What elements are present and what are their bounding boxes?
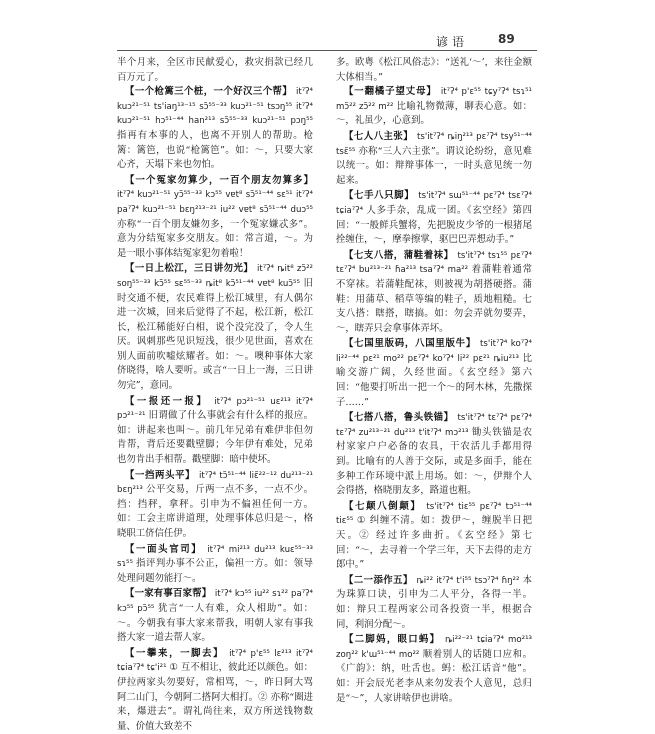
dictionary-entry [336, 574, 532, 632]
dictionary-entry [336, 130, 532, 188]
entry-definition: 本为珠算口诀，引申为二人平分，各得一半。如：辩只工程两家公司各投资一半，根据合同，利润分配～。 [336, 574, 532, 630]
entry-pronunciation: ts'it⁷ʔ⁴ tɛ⁷ʔ⁴ pɛ⁷ʔ⁴ tɛ⁷ʔ⁴ zu²¹³⁻²¹ du²¹³ t'it⁷ʔ⁴ mɔ²¹³ [336, 413, 532, 438]
entry-definition: ① 互不相让，彼此还以颜色。如：伊拉两家头勿要好，常相骂，～，昨日阿大骂阿二山门，今朝阿二搭阿大相打。② 亦称“圈进来，爆进去”。谓礼尚往来，双方所送钱物数量、价值大致差不 [117, 662, 314, 732]
dictionary-entry [336, 337, 532, 410]
dictionary-entry [336, 411, 532, 499]
entry-pronunciation: it⁷ʔ⁴ kuɔ²¹⁻⁵¹ ts'iaŋ¹³⁻¹⁵ sɔ̃⁵⁵⁻³³ kuɔ²¹⁻⁵¹ tsɔŋ⁵⁵ it⁷ʔ⁴ kuɔ²¹⁻⁵¹ hɔ⁵¹⁻⁴⁴ han²¹³ sɔ̃⁵⁵⁻³³ kuɔ²¹⁻⁵¹ pɔŋ⁵⁵ [117, 87, 313, 127]
dictionary-entry [336, 633, 532, 706]
entry-pronunciation: ȵi²²⁻²¹ tɕia⁷ʔ⁴ mo²¹³ zoŋ²² k'ɯ⁵¹⁻⁴⁴ mo²² [336, 635, 532, 660]
entry-pronunciation: it⁷ʔ⁴ ȵit⁸ zɔ̃²² soŋ⁵⁵⁻³³ kɔ̃⁵⁵ sɛ⁵⁵⁻³³ ȵit⁸ kɔ̃⁵¹⁻⁴⁴ vɐt⁸ kuɔ̃⁵⁵ [117, 264, 314, 289]
entry-pronunciation: ts'it⁷ʔ⁴ ȵiŋ²¹³ pɛ⁷ʔ⁴ tsy⁵¹⁻⁴⁴ tsɛ̃⁵⁵ [336, 131, 532, 157]
entry-headword: 【一家有事百家帮】 [125, 588, 212, 600]
entry-headword: 【一攀来，一脚去】 [125, 647, 225, 659]
entry-pronunciation: ts'it⁷ʔ⁴ ko⁷ʔ⁴ li²²⁻⁴⁴ pɛ²¹ mo²² pɛ⁷ʔ⁴ ko⁷ʔ⁴ li²² pɛ²¹ ȵiu²¹³ [336, 339, 532, 364]
right-column [336, 56, 533, 704]
header-rule [117, 50, 537, 51]
page-number: 89 [498, 32, 515, 46]
entry-headword: 【七颠八倒颠】 [344, 500, 422, 512]
entry-headword: 【七人八主张】 [344, 130, 414, 142]
entry-pronunciation: it⁷ʔ⁴ tɔ̃⁵¹⁻⁴⁴ liɛ̃²²⁻¹² du²¹³⁻²¹ bɛŋ²¹³ [117, 470, 313, 496]
entry-definition: 犹言“一人有难，众人相助”。如：～。今朝我有事大家来帮我，明朝人家有事我搭大家一道去帮人家。 [117, 602, 313, 644]
entry-definition: 着蒲鞋着通常不穿袜。若蒲鞋配袜，则被视为胡搭硬搭。蒲鞋：用蒲草、稻草等编的鞋子，质地粗糙。七支八搭：瞎搭，瞎搞。如：勿会弄就勿要弄，～，瞎弄只会拿事体弄坏。 [336, 264, 533, 334]
continued-paragraph: 多。欧粤《松江风俗志》：“送礼‘～’，来往金额大体相当。” [336, 57, 532, 83]
entry-pronunciation: it⁷ʔ⁴ kɔ⁵⁵ iu²² sɿ²² pa⁷ʔ⁴ kɔ⁵⁵ pɔ̃⁵⁵ [117, 589, 313, 614]
section-title: 谚语 [436, 35, 469, 49]
entry-headword: 【二一添作五】 [344, 574, 413, 586]
entry-pronunciation: ts'it⁷ʔ⁴ tsɿ⁵⁵ pɛ⁷ʔ⁴ tɛ⁷ʔ⁴ bu²¹³⁻²¹ ɦa²¹³ tsa⁷ʔ⁴ ma²² [336, 250, 533, 276]
entry-pronunciation: ts'it⁷ʔ⁴ sɯ⁵¹⁻⁴⁴ pɛ⁷ʔ⁴ tsɛ⁷ʔ⁴ tɕia⁷ʔ⁴ [336, 191, 532, 216]
dictionary-entry [117, 543, 313, 587]
dictionary-entry [117, 174, 313, 262]
entry-definition: 比喻交游广阔，久经世面。《玄空经》第六回：“他要打听出一把一个～的阿木林，先撒探子……” [336, 352, 532, 408]
entry-definition: ① 纠缠不清。如：拨伊～，缠脱半日把天。② 经过许多曲折。《玄空经》第七回：“～，去寻着一个学三年，天下去得的走方郎中。” [336, 515, 532, 571]
entry-pronunciation: it⁷ʔ⁴ p'ɛ⁵⁵ tɕy⁷ʔ⁴ tsɿ⁵¹ mɔ̃²² zɔ̃²² m²² [336, 87, 532, 112]
entry-pronunciation: ȵi²² it⁷ʔ⁴ t'i⁵⁵ tsɔ⁷ʔ⁴ ɦŋ²² [416, 575, 520, 586]
entry-definition: 旧谓做了什么事就会有什么样的报应。如：讲起来也叫～。前几年兄弟有难伊非但勿肯帮，背后还要戳壁脚；今年伊有难处，兄弟也勿肯出手相帮。戳壁脚：暗中使坏。 [117, 410, 313, 466]
dictionary-entry [336, 500, 532, 573]
dictionary-entry [336, 85, 532, 129]
entry-headword: 【七搭八搭，鲁头铁锚】 [344, 412, 454, 424]
dictionary-entry [336, 189, 532, 247]
dictionary-entry [336, 249, 532, 337]
entry-headword: 【一个枪篱三个桩，一个好汉三个帮】 [125, 86, 293, 98]
entry-pronunciation: it⁷ʔ⁴ pɔ²¹⁻⁵¹ uɛ²¹³ it⁷ʔ⁴ pɔ²¹⁻²¹ [117, 396, 313, 422]
entry-headword: 【七国里版码，八国里版牛】 [344, 338, 476, 350]
dictionary-entry [117, 262, 313, 393]
entry-definition: 人多手杂，乱成一团。《玄空经》第四回：“一般鲜兵蟹将，先把脱皮少爷的一根猪尾拴缠住，～，摩拳擦掌，驱巴巴弄想动手。” [336, 204, 533, 246]
left-column [117, 56, 314, 732]
entry-headword: 【一日上松江，三日讲勿光】 [125, 263, 254, 275]
entry-definition: 公平交易，斤两一点不多，一点不少。挡：挡秤，拿秤。引申为不偏袒任何一方。如：工会主席讲道理，处理事体总归是～，格晓职工侪信任伊。 [117, 484, 313, 539]
dictionary-entry [117, 395, 313, 468]
entry-headword: 【一个冤家勿算少，一百个朋友勿算多】 [125, 174, 313, 186]
entry-headword: 【二脚妈，眼口蚂】 [344, 634, 441, 646]
entry-pronunciation: ts'it⁷ʔ⁴ tiɛ⁵⁵ pɛ⁷ʔ⁴ tɔ⁵¹⁻⁴⁴ tiɛ⁵⁵ [336, 501, 532, 527]
entry-pronunciation: it⁷ʔ⁴ p'ɛ⁵⁵ lɛ²¹³ it⁷ʔ⁴ tɕia⁷ʔ⁴ tɕ'i²¹ [117, 648, 314, 674]
entry-definition: 亦称“一百个朋友嫌勿多，一个冤家嫌忒多”。意为分结冤家多交朋友。如：常言道，～。为是一眼小事体结冤家犯勿着啦！ [117, 218, 313, 259]
entry-pronunciation: it⁷ʔ⁴ mi²¹³ du²¹³ kuɛ⁵⁵⁻³³ sɿ⁵⁵ [117, 544, 313, 570]
entry-pronunciation: it⁷ʔ⁴ kuɔ²¹⁻⁵¹ yɔ̃⁵⁵⁻³³ kɔ⁵⁵ vɐt⁸ sɔ̃⁵¹⁻⁴⁴ sɛ⁵¹ it⁷ʔ⁴ pa⁷ʔ⁴ kuɔ²¹⁻⁵¹ bɛŋ²¹³⁻²¹ iu²² vɐt⁸ sɔ̃⁵¹⁻⁴⁴ duɔ⁵⁵ [117, 190, 313, 215]
entry-headword: 【一翻橘子望丈母】 [344, 86, 437, 98]
dictionary-entry [117, 85, 313, 173]
entry-headword: 【一报还一报】 [125, 395, 209, 407]
entry-headword: 【七手八只脚】 [344, 190, 415, 202]
dictionary-entry [117, 587, 313, 645]
entry-definition: 锄头铁锚是农村家家户户必备的农具，干农活儿手都用得到。比喻有的人善于交际，或是多面手，能在多种工作环境中派上用场。如：～，伊辩个人会得搭，格晓朋友多，路道也粗。 [336, 426, 532, 497]
entry-headword: 【一挡两头平】 [125, 469, 196, 481]
entry-definition: 顺着别人的话随口应和。《广韵》：纳，吐舌也。蚂：松江话音“他”。如：开会辰光老李从来勿发表个人意见，总归是“～”，人家讲啥伊也讲啥。 [336, 648, 532, 704]
dictionary-entry [117, 469, 313, 542]
lead-paragraph: 半个月来，全区市民献爱心，救灾捐款已经几百万元了。 [117, 57, 313, 83]
entry-headword: 【七支八搭，蒲鞋着袜】 [344, 249, 454, 261]
entry-definition: 指再有本事的人，也离不开别人的帮助。枪篱：篱笆，也说“枪篱笆”。如：～，只要大家心齐，天塌下来也勿怕。 [117, 129, 313, 171]
page-header [0, 0, 655, 54]
entry-definition: 比喻礼物微薄，聊表心意。如：～，礼虽少，心意到。 [336, 100, 532, 127]
entry-definition: 亦称“三人六主张”。谓议论纷纷，意见难以统一。如：辩辩事体一，一时头意见统一勿起来。 [336, 145, 533, 186]
dictionary-entry [117, 647, 313, 734]
entry-definition: 指评判办事不公正，偏袒一方。如：领导处理问题勿能打～。 [117, 558, 313, 584]
entry-headword: 【一面头官司】 [125, 543, 203, 555]
entry-definition: 旧时交通不便，农民难得上松江城里，有人偶尔进一次城，回来后觉得了不起，松江新，松江长，松江稀能好白相，说个没完没了，令人生厌。讽刺那些见识短浅，很少见世面，喜欢在别人面前吹嘘炫耀者。如：～。噢种事体大家侪晓得，啥人要听。或言“一日上一海，三日讲勿完”，意同。 [117, 277, 313, 392]
